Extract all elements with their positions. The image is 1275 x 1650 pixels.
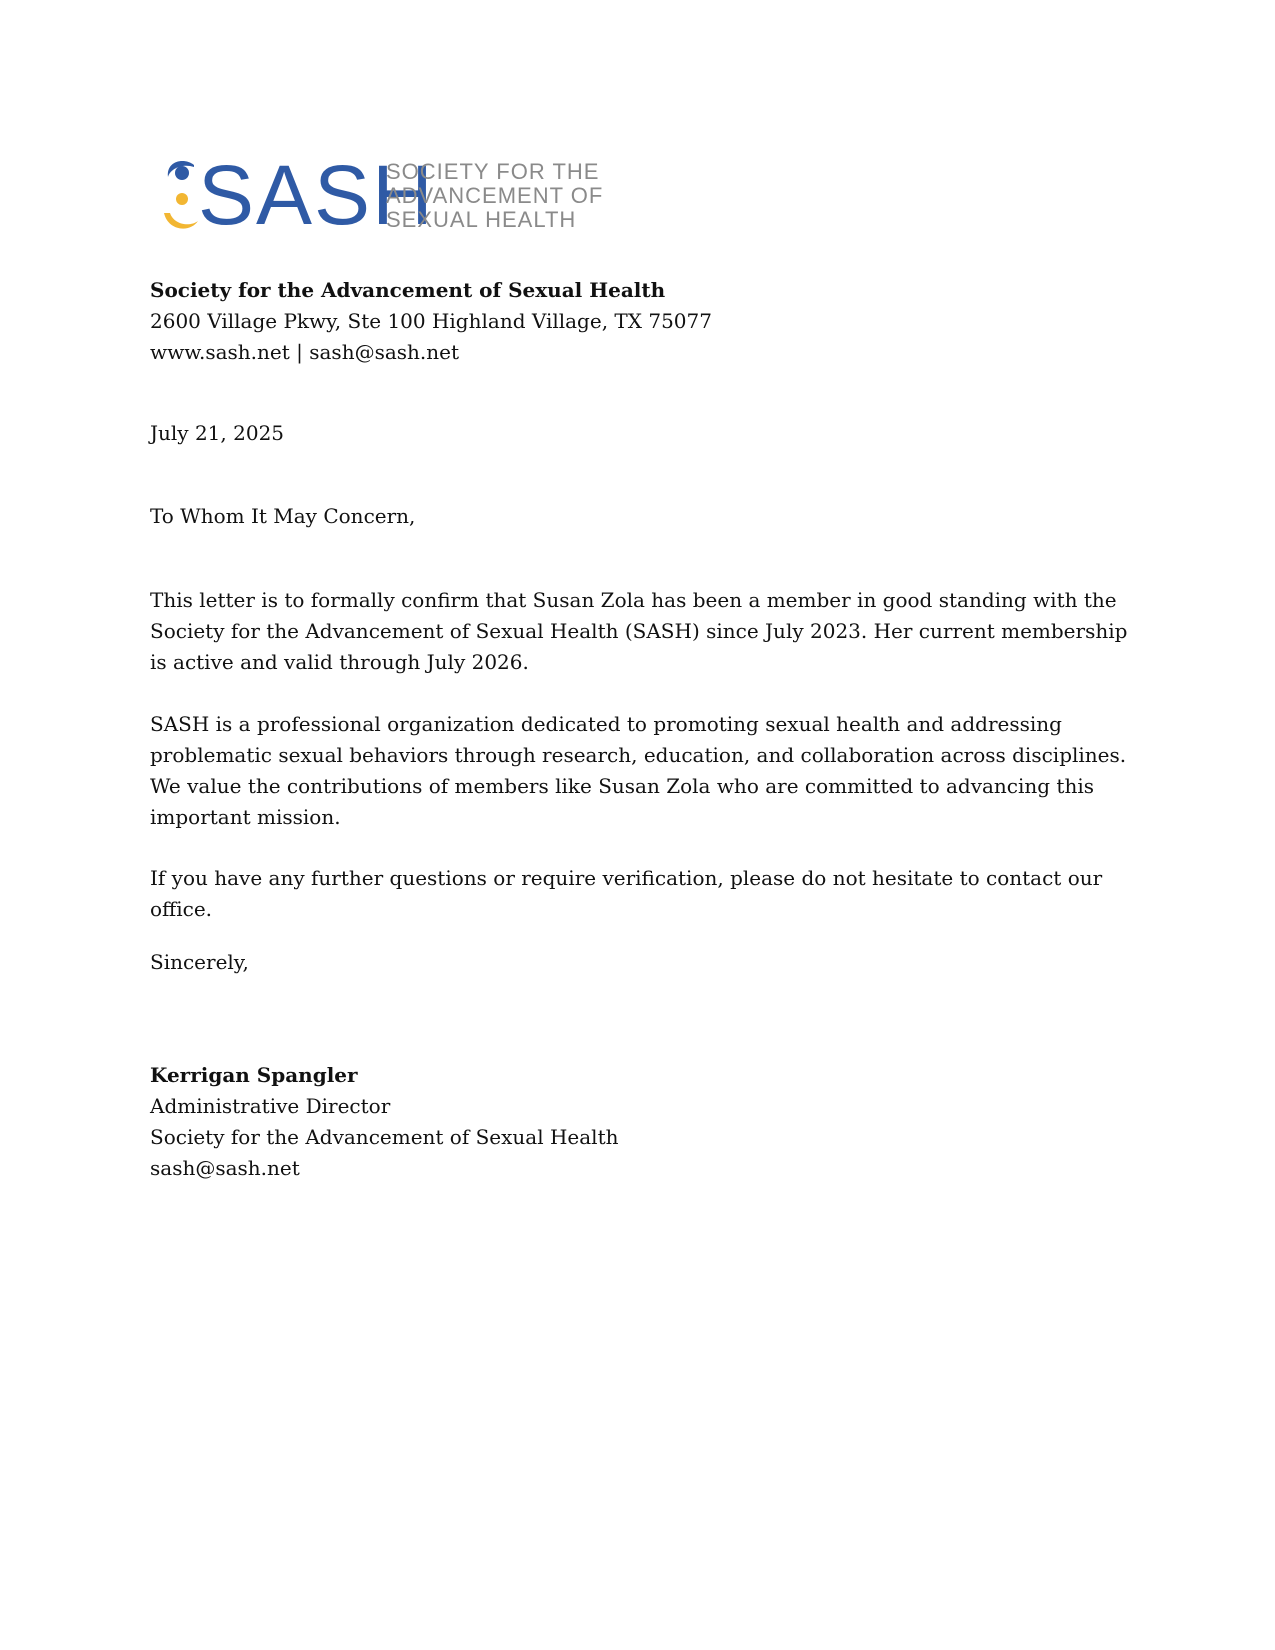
signer-title: Administrative Director [150,1094,391,1118]
signer-organization: Society for the Advancement of Sexual Health [150,1125,619,1149]
logo-tagline [386,160,603,232]
logo-tagline-line: ADVANCEMENT OF [386,183,604,208]
logo-tagline-line: SEXUAL HEALTH [386,207,577,232]
body-paragraph: This letter is to formally confirm that Susan Zola has been a member in good standing with the Society for the Advancement of Sexual Health (SASH) since July 2023. Her current membership is active and valid through July 2026. [150,588,1128,674]
letter-date: July 21, 2025 [150,421,285,445]
logo-tagline-line: SOCIETY FOR THE [386,159,600,184]
org-address: 2600 Village Pkwy, Ste 100 Highland Village, TX 75077 [150,309,712,333]
signature-block [150,1060,1130,1184]
signer-name: Kerrigan Spangler [150,1063,358,1087]
letterhead [150,275,1130,368]
sash-logo [160,148,604,245]
signer-email: sash@sash.net [150,1156,300,1180]
closing: Sincerely, [150,950,249,974]
org-contact: www.sash.net | sash@sash.net [150,340,460,364]
salutation: To Whom It May Concern, [150,504,416,528]
body-paragraph: SASH is a professional organization dedicated to promoting sexual health and addressing problematic sexual behaviors through research, education, and collaboration across disciplines. We value the contributions of members like Susan Zola who are committed to advancing this important mission. [150,712,1127,829]
org-name: Society for the Advancement of Sexual Health [150,278,666,302]
logo-wordmark: SASH [198,148,435,242]
body-paragraph: If you have any further questions or require verification, please do not hesitate to contact our office. [150,866,1103,921]
